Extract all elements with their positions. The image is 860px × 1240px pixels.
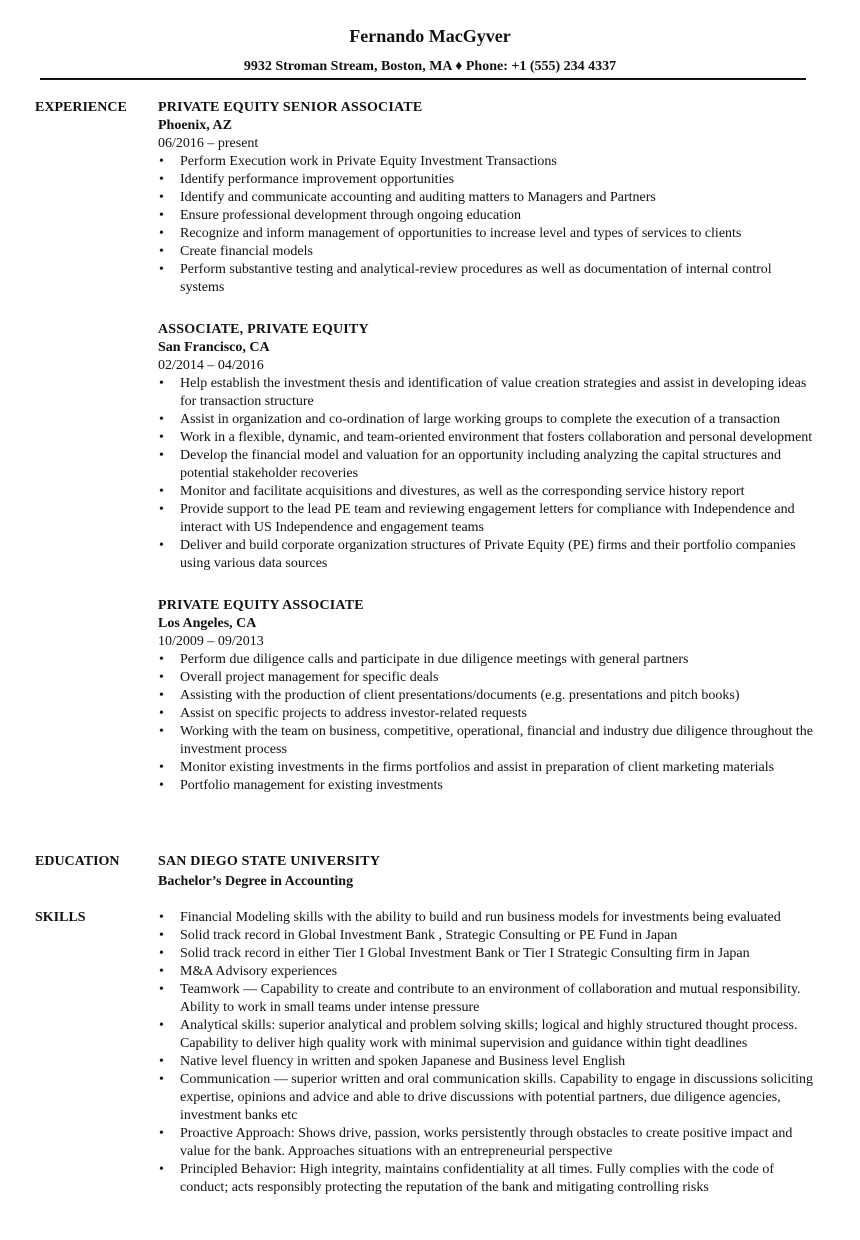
list-item: • Create financial models xyxy=(158,243,814,261)
list-item: • Recognize and inform management of opportunities to increase level and types of services to clients xyxy=(158,225,814,243)
job-bullets xyxy=(158,153,814,297)
list-item: • Provide support to the lead PE team and reviewing engagement letters for compliance with Independence and interact with US Independence and engagement teams xyxy=(158,501,814,537)
list-item: • Identify performance improvement opportunities xyxy=(158,171,814,189)
list-item: • Overall project management for specific deals xyxy=(158,669,814,687)
list-item: • Teamwork — Capability to create and contribute to an environment of collaboration and mutual responsibility. Ability to work in small teams under intense pressure xyxy=(158,981,814,1017)
job-location: Phoenix, AZ xyxy=(158,118,232,133)
list-item: • Monitor existing investments in the firms portfolios and assist in preparation of client marketing materials xyxy=(158,759,814,777)
job-title: ASSOCIATE, PRIVATE EQUITY xyxy=(158,322,369,337)
list-item: • Financial Modeling skills with the ability to build and run business models for investments being evaluated xyxy=(158,909,814,927)
job-bullets xyxy=(158,651,814,795)
job-title: PRIVATE EQUITY SENIOR ASSOCIATE xyxy=(158,100,423,115)
list-item: • Perform due diligence calls and participate in due diligence meetings with general partners xyxy=(158,651,814,669)
candidate-name: Fernando MacGyver xyxy=(349,26,511,46)
job-title: PRIVATE EQUITY ASSOCIATE xyxy=(158,598,364,613)
list-item: • Solid track record in either Tier I Global Investment Bank or Tier I Strategic Consulting firm in Japan xyxy=(158,945,814,963)
list-item: • Develop the financial model and valuation for an opportunity including analyzing the capital structures and potential stakeholder recoveries xyxy=(158,447,814,483)
job-entry xyxy=(158,597,814,795)
list-item: • Communication — superior written and oral communication skills. Capability to engage in discussions soliciting expertise, opinions and advice and able to drive discussions with potential partners, due diligence agencies, investment banks etc xyxy=(158,1071,814,1125)
list-item: • Principled Behavior: High integrity, maintains confidentiality at all times. Fully complies with the code of conduct; acts responsibly protecting the reputation of the bank and mitigating controlling risks xyxy=(158,1161,814,1197)
job-entry xyxy=(158,99,814,297)
list-item: • Work in a flexible, dynamic, and team-oriented environment that fosters collaboration and personal development xyxy=(158,429,814,447)
job-dates: 10/2009 – 09/2013 xyxy=(158,634,264,649)
list-item: • Assist on specific projects to address investor-related requests xyxy=(158,705,814,723)
job-dates: 02/2014 – 04/2016 xyxy=(158,358,264,373)
job-location: San Francisco, CA xyxy=(158,340,270,355)
list-item: • Monitor and facilitate acquisitions and divestures, as well as the corresponding service history report xyxy=(158,483,814,501)
education-entry xyxy=(158,853,814,891)
skills-heading: SKILLS xyxy=(35,910,86,925)
skills-bullets xyxy=(158,909,814,1197)
list-item: • M&A Advisory experiences xyxy=(158,963,814,981)
list-item: • Perform substantive testing and analytical-review procedures as well as documentation of internal control systems xyxy=(158,261,814,297)
education-heading: EDUCATION xyxy=(35,854,120,869)
school-name: SAN DIEGO STATE UNIVERSITY xyxy=(158,854,381,869)
list-item: • Identify and communicate accounting and auditing matters to Managers and Partners xyxy=(158,189,814,207)
list-item: • Native level fluency in written and spoken Japanese and Business level English xyxy=(158,1053,814,1071)
list-item: • Analytical skills: superior analytical and problem solving skills; logical and highly structured thought process. Capability to deliver high quality work with minimal supervision and guidance within tight deadlines xyxy=(158,1017,814,1053)
list-item: • Help establish the investment thesis and identification of value creation strategies and assist in developing ideas for transaction structure xyxy=(158,375,814,411)
list-item: • Proactive Approach: Shows drive, passion, works persistently through obstacles to create positive impact and value for the bank. Approaches situations with an entrepreneurial perspective xyxy=(158,1125,814,1161)
resume-header xyxy=(0,24,860,76)
job-bullets xyxy=(158,375,814,573)
contact-line: 9932 Stroman Stream, Boston, MA ♦ Phone: +1 (555) 234 4337 xyxy=(243,59,617,74)
job-dates: 06/2016 – present xyxy=(158,136,259,151)
header-divider xyxy=(40,78,806,80)
experience-list xyxy=(158,99,814,819)
degree: Bachelor’s Degree in Accounting xyxy=(158,874,354,889)
list-item: • Portfolio management for existing investments xyxy=(158,777,814,795)
experience-heading: EXPERIENCE xyxy=(35,100,127,115)
list-item: • Ensure professional development through ongoing education xyxy=(158,207,814,225)
job-entry xyxy=(158,321,814,573)
list-item: • Deliver and build corporate organization structures of Private Equity (PE) firms and their portfolio companies using various data sources xyxy=(158,537,814,573)
list-item: • Perform Execution work in Private Equity Investment Transactions xyxy=(158,153,814,171)
list-item: • Solid track record in Global Investment Bank , Strategic Consulting or PE Fund in Japan xyxy=(158,927,814,945)
skills-list xyxy=(158,909,814,1197)
job-location: Los Angeles, CA xyxy=(158,616,257,631)
list-item: • Working with the team on business, competitive, operational, financial and industry due diligence throughout the investment process xyxy=(158,723,814,759)
list-item: • Assist in organization and co-ordination of large working groups to complete the execution of a transaction xyxy=(158,411,814,429)
list-item: • Assisting with the production of client presentations/documents (e.g. presentations and pitch books) xyxy=(158,687,814,705)
